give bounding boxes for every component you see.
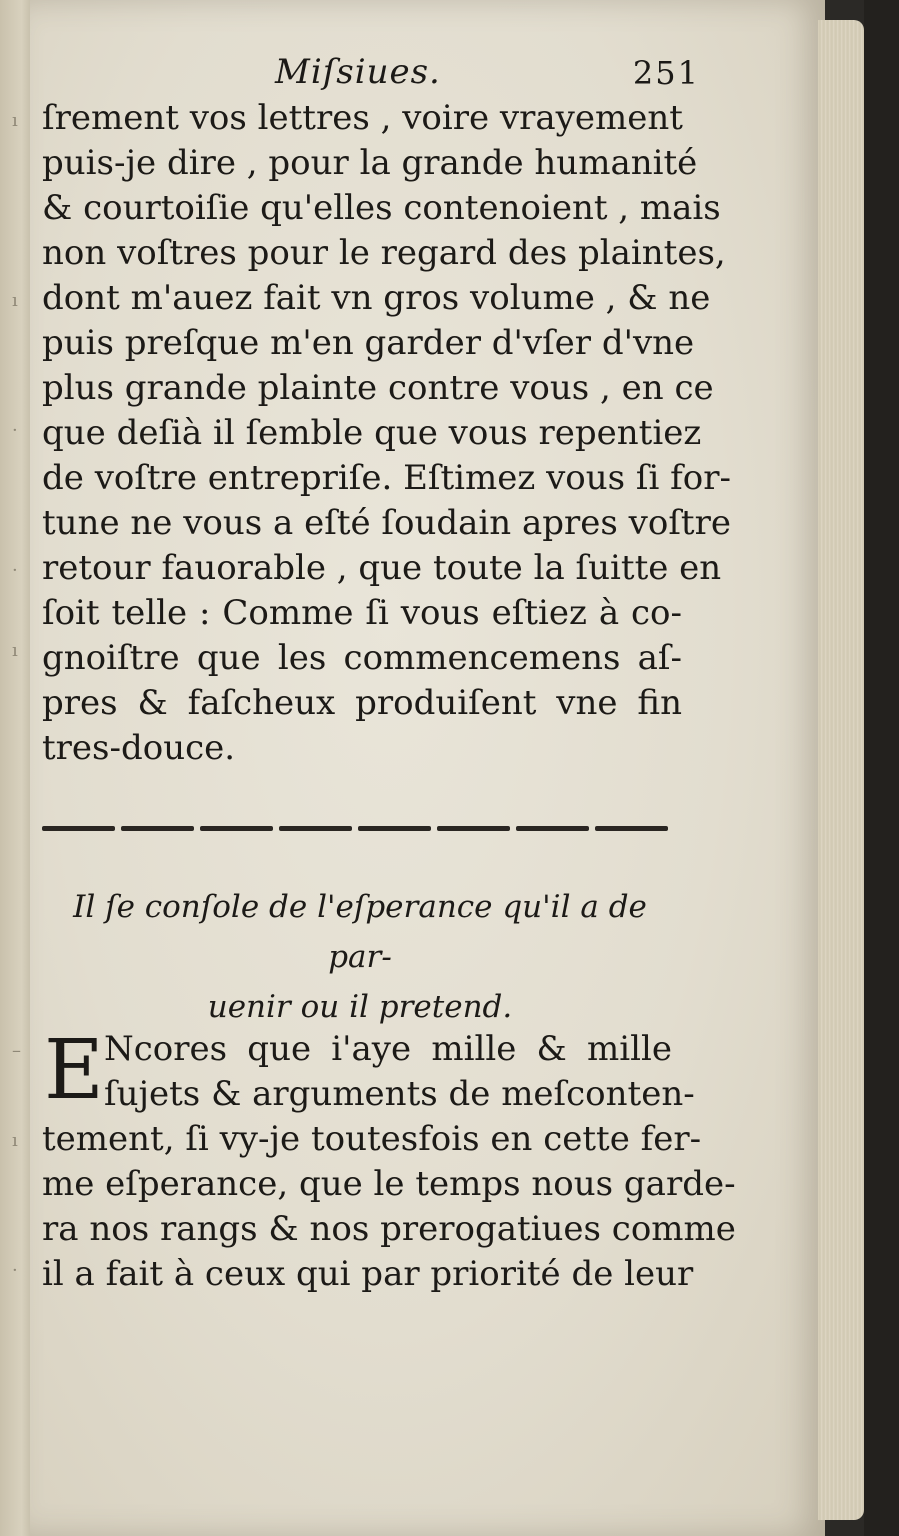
chapter-heading — [60, 882, 660, 1032]
running-head — [42, 52, 700, 96]
text-line: & courtoiſie qu'elles contenoient , mais — [42, 188, 721, 228]
text-line: dont m'auez fait vn gros volume , & ne — [42, 278, 711, 318]
text-line: retour fauorable , que toute la ſuitte en — [42, 548, 722, 588]
text-line: ſoit telle : Comme ſi vous eſtiez à co- — [42, 593, 682, 633]
text-line: de voſtre entrepriſe. Eſtimez vous ſi for- — [42, 458, 731, 498]
text-line: puis-je dire , pour la grande humanité — [42, 143, 698, 183]
text-line: ſrement vos lettres , voire vrayement — [42, 98, 683, 138]
bleed-through-marks: ı ı · · ı – ı · — [12, 110, 21, 1281]
drop-cap: E — [44, 1023, 104, 1118]
text-line: ra nos rangs & nos prerogatiues comme — [42, 1209, 736, 1249]
page-number: 251 — [632, 54, 700, 92]
text-line: non voſtres pour le regard des plaintes, — [42, 233, 726, 273]
text-line: que deſià il ſemble que vous repentiez — [42, 413, 702, 453]
text-line: pres & faſcheux produiſent vne fin — [42, 683, 682, 723]
new-letter-paragraph — [42, 1023, 736, 1297]
chapter-heading-line: Il ſe conſole de l'eſperance qu'il a de par- — [73, 889, 647, 975]
text-line: tune ne vous a eſté ſoudain apres voſtre — [42, 503, 731, 543]
section-divider-ornament — [42, 824, 668, 834]
text-line: gnoiſtre que les commencemens aſ- — [42, 638, 682, 678]
text-line: tement, ſi vy-je toutesfois en cette fer- — [42, 1119, 702, 1159]
running-title: Miſsiues. — [275, 52, 441, 92]
text-line: puis preſque m'en garder d'vſer d'vne — [42, 323, 695, 363]
text-line: me eſperance, que le temps nous garde- — [42, 1164, 736, 1204]
text-line: tres-douce. — [42, 728, 236, 768]
chapter-heading-line: uenir ou il pretend. — [207, 989, 513, 1025]
letter-end-block — [42, 52, 731, 771]
text-line: plus grande plainte contre vous , en ce — [42, 368, 714, 408]
fore-edge — [818, 20, 864, 1520]
text-line: Ncores que i'aye mille & mille — [104, 1029, 672, 1069]
background-dark — [864, 0, 899, 1536]
text-line: ſujets & arguments de meſconten- — [104, 1074, 695, 1114]
text-line: il a fait à ceux qui par priorité de leur — [42, 1254, 694, 1294]
